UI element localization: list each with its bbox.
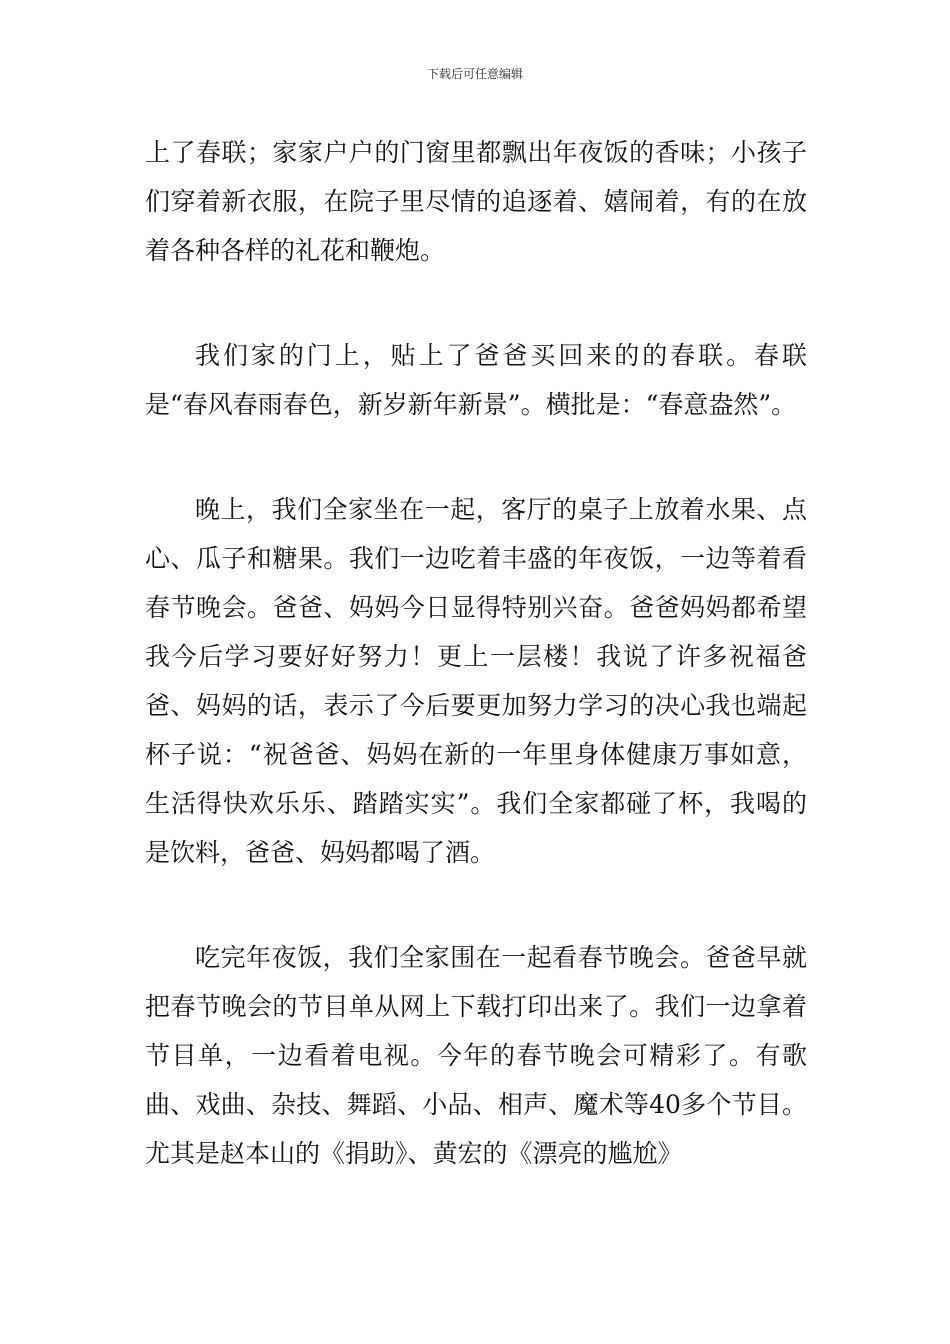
paragraph-1: 上了春联；家家户户的门窗里都飘出年夜饭的香味；小孩子们穿着新衣服，在院子里尽情的追逐着、嬉闹着，有的在放着各种各样的礼花和鞭炮。 xyxy=(145,138,807,265)
page-header: 下载后可任意编辑 xyxy=(426,67,523,81)
paragraph-4: 吃完年夜饭，我们全家围在一起看春节晚会。爸爸早就把春节晚会的节目单从网上下载打印出来了。我们一边拿着节目单，一边看着电视。今年的春节晚会可精彩了。有歌曲、戏曲、杂技、舞蹈、小品、相声、魔术等40多个节目。尤其是赵本山的《捐助》、黄宏的《漂亮的尴尬》 xyxy=(145,943,807,1168)
document-body xyxy=(145,128,807,1178)
paragraph-gap xyxy=(145,877,807,933)
paragraph-3: 晚上，我们全家坐在一起，客厅的桌子上放着水果、点心、瓜子和糖果。我们一边吃着丰盛的年夜饭，一边等着看春节晚会。爸爸、妈妈今日显得特别兴奋。爸爸妈妈都希望我今后学习要好好努力！更上一层楼！我说了许多祝福爸爸、妈妈的话，表示了今后要更加努力学习的决心我也端起杯子说：“祝爸爸、妈妈在新的一年里身体健康万事如意，生活得快欢乐乐、踏踏实实”。我们全家都碰了杯，我喝的是饮料，爸爸、妈妈都喝了酒。 xyxy=(145,495,807,867)
paragraph-gap xyxy=(145,429,807,485)
paragraph-2: 我们家的门上，贴上了爸爸买回来的的春联。春联是“春风春雨春色，新岁新年新景”。横批是：“春意盎然”。 xyxy=(145,341,807,419)
paragraph-gap xyxy=(145,275,807,331)
